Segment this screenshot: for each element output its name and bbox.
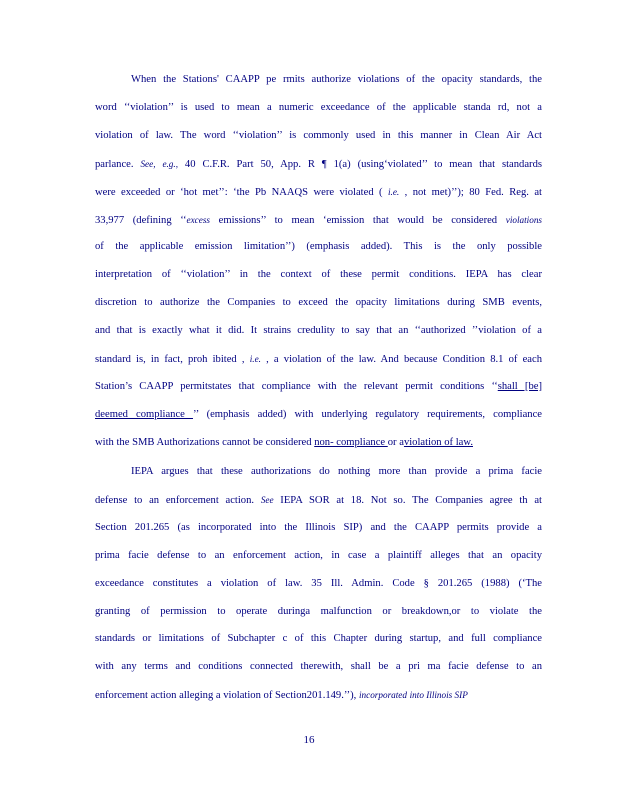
- text-run: ’’ (emphasis added) with underlying regulatory requirements, compliance: [192, 408, 543, 420]
- text-line: [131, 73, 542, 87]
- italic-text: i.e.: [249, 354, 261, 364]
- text-run: parlance.: [95, 158, 141, 170]
- text-line: [95, 324, 542, 338]
- text-line: [95, 605, 542, 619]
- text-run: defense to an enforcement action.: [95, 494, 261, 506]
- text-line: [95, 577, 542, 591]
- text-run: 33,977 (defining ‘‘: [95, 214, 187, 226]
- text-run: with the SMB Authorizations cannot be considered: [95, 436, 315, 448]
- italic-text: into Illinois SIP: [409, 690, 468, 701]
- text-run: standards or limitations of Subchapter c of this Chapter during startup, and full compliance: [95, 633, 542, 645]
- text-run: 40 C.F.R. Part 50, App. R ¶ 1(a) (using‘violated’’ to mean that standards: [178, 158, 542, 170]
- text-line: [95, 268, 542, 282]
- text-run: , not met)’’); 80 Fed. Reg. at: [399, 186, 542, 198]
- italic-text: violations: [505, 214, 542, 225]
- text-run: word ‘‘violation’’ is used to mean a numeric exceedance of the applicable standa rd, not a: [95, 101, 542, 113]
- text-line: [95, 296, 542, 310]
- text-run: of the applicable emission limitation’’) (emphasis added). This is the only possible: [95, 241, 542, 253]
- text-line: [95, 493, 542, 508]
- italic-text: incorporated: [358, 690, 407, 701]
- italic-text: e.g.,: [162, 158, 178, 169]
- text-line: [95, 688, 542, 703]
- text-run: discretion to authorize the Companies to exceed the opacity limitations during SMB events,: [95, 297, 542, 309]
- text-line: [95, 660, 542, 674]
- text-run: standard is, in fact, proh ibited ,: [95, 354, 250, 365]
- text-line: [95, 213, 542, 228]
- underlined-text: deemed compliance: [95, 408, 193, 420]
- text-line: [95, 549, 542, 563]
- text-line: [95, 408, 542, 422]
- text-run: interpretation of ‘‘violation’’ in the context of these permit conditions. IEPA has clear: [95, 269, 542, 281]
- text-run: emissions’’ to mean ‘emission that would be considered: [210, 214, 506, 226]
- text-run: IEPA SOR at 18. Not so. The Companies agree th at: [273, 494, 542, 506]
- text-run: enforcement action alleging a violation of Section201.149.’’),: [95, 690, 359, 702]
- text-run: violation of law. The word ‘‘violation’’ is commonly used in this manner in Clean Air Act: [95, 129, 542, 141]
- text-line: [95, 436, 542, 450]
- text-line: [131, 465, 542, 479]
- text-run: or a: [387, 436, 404, 448]
- underlined-text: violation of law.: [403, 436, 473, 448]
- text-line: [95, 632, 542, 646]
- text-run: with any terms and conditions connected therewith, shall be a pri ma facie defense to an: [95, 661, 542, 673]
- text-run: , a violation of the law. And because Condition 8.1 of each: [260, 354, 542, 365]
- text-line: [95, 157, 542, 172]
- page-number: 16: [303, 734, 315, 746]
- text-line: [95, 380, 542, 394]
- text-run: Station’s CAAPP permitstates that compliance with the relevant permit conditions ‘‘: [95, 380, 498, 392]
- text-line: [95, 352, 542, 367]
- text-run: and that is exactly what it did. It strains credulity to say that an ‘‘authorized ’’violation of a: [95, 325, 542, 337]
- text-line: [95, 101, 542, 115]
- text-line: [95, 521, 542, 535]
- text-run: IEPA argues that these authorizations do nothing more than provide a prima facie: [131, 466, 542, 477]
- text-line: [95, 240, 542, 254]
- underlined-text: non- compliance: [314, 436, 388, 448]
- text-run: When the Stations' CAAPP pe rmits authorize violations of the opacity standards, the: [131, 74, 542, 85]
- text-run: were exceeded or ‘hot met’’: ‘the Pb NAAQS were violated (: [95, 186, 388, 198]
- underlined-text: shall [be]: [497, 380, 542, 392]
- text-line: [95, 185, 542, 200]
- text-line: [95, 129, 542, 143]
- text-run: prima facie defense to an enforcement action, in case a plaintiff alleges that an opacity: [95, 549, 542, 561]
- italic-text: See: [260, 494, 274, 505]
- text-run: exceedance constitutes a violation of law. 35 Ill. Admin. Code § 201.265 (1988) (‘The: [95, 577, 542, 589]
- text-run: Section 201.265 (as incorporated into the Illinois SIP) and the CAAPP permits provide a: [95, 521, 542, 533]
- italic-text: i.e.: [387, 186, 400, 197]
- text-run: granting of permission to operate duringa malfunction or breakdown,or to violate the: [95, 605, 542, 617]
- italic-text: See,: [140, 158, 156, 169]
- italic-text: excess: [186, 214, 210, 225]
